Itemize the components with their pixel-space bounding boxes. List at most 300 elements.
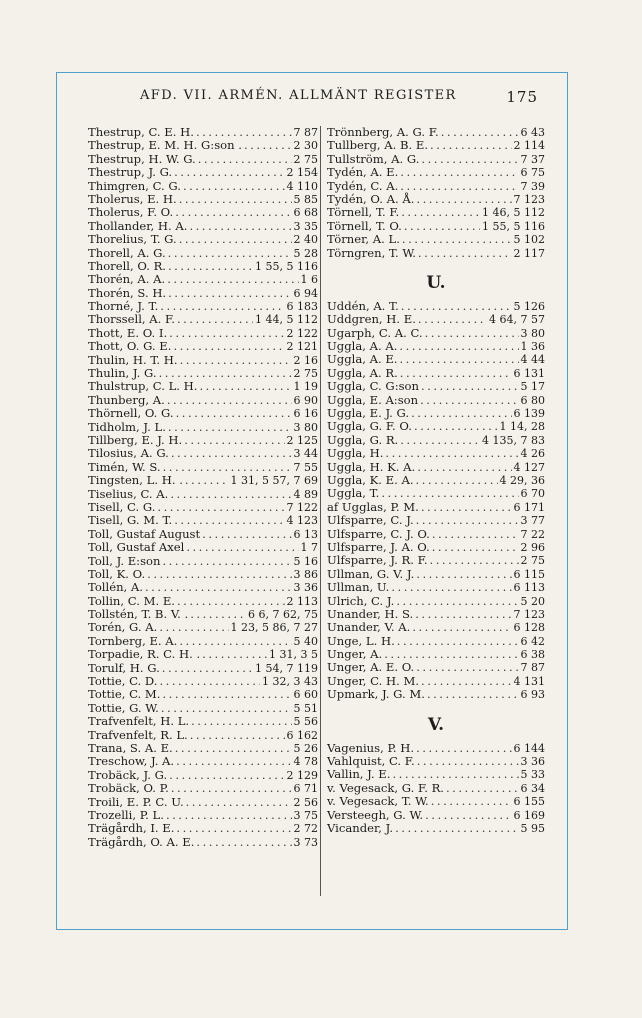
dot-leader — [411, 407, 511, 420]
dot-leader — [416, 474, 498, 487]
entry-name: Ulfsparre, C. J. O. — [327, 526, 430, 541]
index-entry — [327, 340, 545, 353]
dot-leader — [397, 635, 519, 648]
entry-name: Thunberg, A. — [88, 392, 165, 407]
dot-leader — [176, 822, 291, 835]
entry-reference: 3 80 — [293, 420, 318, 434]
entry-reference: 4 64, 7 57 — [489, 313, 545, 327]
entry-reference: 1 6 — [300, 273, 318, 287]
dot-leader — [168, 247, 292, 260]
index-entry — [88, 287, 318, 300]
entry-name: Törngren, T. W. — [327, 245, 416, 260]
index-entry — [327, 635, 545, 648]
index-entry — [88, 742, 318, 755]
dot-leader — [400, 434, 480, 447]
entry-reference: 6 128 — [513, 621, 545, 635]
entry-name: Thott, E. O. I. — [88, 325, 168, 340]
index-entry — [327, 528, 545, 541]
entry-name: Toll, J. E:son — [88, 553, 161, 568]
entry-reference: 6 144 — [513, 741, 545, 755]
dot-leader — [159, 621, 228, 634]
entry-reference: 6 139 — [513, 407, 545, 421]
entry-name: Uggla, E. J. G. — [327, 406, 410, 421]
entry-name: Trobäck, O. P. — [88, 781, 169, 796]
dot-leader — [189, 220, 291, 233]
dot-leader — [412, 621, 511, 634]
entry-reference: 5 56 — [293, 715, 318, 729]
entry-name: Uddén, A. T. — [327, 298, 399, 313]
entry-reference: 3 75 — [293, 808, 318, 822]
index-entry — [88, 595, 318, 608]
entry-name: Ulfsparre, J. R. F. — [327, 553, 428, 568]
index-entry — [327, 795, 545, 808]
dot-leader — [400, 367, 512, 380]
entry-name: Tollén, A. — [88, 580, 143, 595]
entry-reference: 6 70 — [520, 487, 545, 501]
entry-name: Thimgren, C. G. — [88, 178, 181, 193]
entry-reference: 7 55 — [293, 460, 318, 474]
entry-name: Toll, K. O. — [88, 566, 146, 581]
index-entry — [327, 809, 545, 822]
entry-name: Uggla, E. A:son — [327, 392, 419, 407]
entry-reference: 3 86 — [293, 567, 318, 581]
dot-leader — [168, 421, 292, 434]
entry-reference: 5 40 — [293, 634, 318, 648]
entry-reference: 6 155 — [513, 795, 545, 809]
dot-leader — [176, 407, 292, 420]
entry-name: Thestrup, E. M. H. G:son . — [88, 138, 242, 153]
entry-name: Unge, L. H. — [327, 633, 395, 648]
entry-name: Tidholm, J. L. — [88, 419, 166, 434]
dot-leader — [199, 380, 291, 393]
index-entry — [327, 193, 545, 206]
index-entry — [327, 166, 545, 179]
index-entry — [88, 702, 318, 715]
index-entry — [88, 461, 318, 474]
entry-reference: 4 127 — [513, 460, 545, 474]
entry-reference: 5 95 — [520, 821, 545, 835]
entry-name: Tingsten, L. H. . — [88, 473, 183, 488]
index-entry — [88, 488, 318, 501]
entry-name: Uggla, K. E. A. — [327, 472, 414, 487]
dot-leader — [430, 554, 519, 567]
dot-leader — [416, 742, 511, 755]
entry-reference: 6 71 — [293, 782, 318, 796]
dot-leader — [400, 180, 518, 193]
entry-name: Ulfsparre, J. A. O. — [327, 539, 430, 554]
dot-leader — [416, 514, 519, 527]
dot-leader — [432, 541, 519, 554]
entry-name: Uggla, H. K. A. — [327, 459, 416, 474]
entry-name: Thestrup, C. E. H. — [88, 125, 194, 139]
entry-name: Timén, W. S. — [88, 459, 161, 474]
entry-name: Tydén, C. A. — [327, 178, 399, 193]
index-entry — [88, 300, 318, 313]
entry-name: Tottie, G. W. — [88, 700, 159, 715]
index-entry — [88, 180, 318, 193]
entry-name: Tullberg, A. B. E. — [327, 138, 429, 153]
entry-name: Trafvenfelt, H. L. — [88, 714, 190, 729]
dot-leader — [416, 568, 511, 581]
entry-reference: 3 80 — [520, 326, 545, 340]
entry-name: Tholerus, E. H. — [88, 191, 177, 206]
entry-name: Uggla, G. R. — [327, 432, 399, 447]
index-entry — [327, 313, 545, 326]
entry-name: Vicander, J. — [327, 820, 394, 835]
entry-reference: 6 60 — [293, 688, 318, 702]
dot-leader — [418, 247, 512, 260]
entry-name: Tydén, A. E. — [327, 165, 399, 180]
index-entry — [88, 354, 318, 367]
dot-leader — [169, 769, 284, 782]
entry-reference: 1 55, 5 116 — [482, 219, 545, 233]
dot-leader — [421, 153, 518, 166]
dot-leader — [414, 420, 498, 433]
entry-reference: 4 29, 36 — [499, 473, 545, 487]
dot-leader — [191, 715, 291, 728]
entry-name: Thorell, O. R. — [88, 258, 166, 273]
index-entry — [327, 755, 545, 768]
entry-name: Thestrup, J. G. — [88, 165, 173, 180]
entry-name: Tisell, G. M. T. — [88, 513, 173, 528]
index-entry — [327, 407, 545, 420]
entry-name: Uddgren, H. E. — [327, 312, 416, 327]
index-entry — [88, 755, 318, 768]
index-entry — [88, 796, 318, 809]
entry-reference: 2 154 — [286, 166, 318, 180]
entry-name: v. Vegesack, G. F. R. — [327, 780, 444, 795]
entry-reference: 6 34 — [520, 781, 545, 795]
entry-name: Törnell, T. F. — [327, 205, 400, 220]
page-number: 175 — [506, 88, 538, 106]
entry-reference: 5 28 — [293, 246, 318, 260]
entry-name: Tullström, A. G. — [327, 151, 420, 166]
entry-reference: 5 17 — [520, 380, 545, 394]
entry-reference: 5 102 — [513, 233, 545, 247]
index-column-left — [88, 126, 318, 849]
entry-name: Uggla, T. — [327, 486, 380, 501]
dot-leader — [145, 581, 292, 594]
entry-name: Unger, C. H. M. — [327, 673, 420, 688]
dot-leader — [175, 206, 291, 219]
index-entry — [88, 836, 318, 849]
dot-leader — [441, 126, 519, 139]
entry-reference: 1 7 — [300, 541, 318, 555]
index-entry — [327, 380, 545, 393]
dot-leader — [186, 541, 298, 554]
dot-leader — [179, 233, 292, 246]
index-entry — [327, 353, 545, 366]
dot-leader — [179, 193, 292, 206]
entry-name: Törner, A. L. — [327, 232, 400, 247]
entry-reference: 4 78 — [293, 755, 318, 769]
dot-leader — [425, 809, 511, 822]
index-entry — [88, 313, 318, 326]
dot-leader — [420, 394, 518, 407]
index-entry — [327, 768, 545, 781]
index-entry — [327, 688, 545, 701]
dot-leader — [163, 461, 292, 474]
entry-reference: 3 77 — [520, 514, 545, 528]
index-entry — [327, 139, 545, 152]
dot-leader — [421, 380, 519, 393]
entry-name: Törnell, T. O. — [327, 218, 402, 233]
index-entry — [88, 327, 318, 340]
section-heading-u: U. — [426, 272, 446, 293]
entry-name: Thulstrup, C. L. H. — [88, 379, 198, 394]
entry-name: Thollander, H. A. — [88, 218, 188, 233]
entry-reference: 6 162 — [286, 728, 318, 742]
entry-reference: 6 93 — [520, 688, 545, 702]
index-column-right — [327, 126, 545, 835]
entry-reference: 7 37 — [520, 152, 545, 166]
index-entry — [88, 139, 318, 152]
entry-reference: 6 183 — [286, 300, 318, 314]
entry-reference: 6 115 — [513, 567, 545, 581]
entry-name: Tisell, C. G. — [88, 499, 156, 514]
entry-reference: 7 87 — [520, 661, 545, 675]
dot-leader — [162, 688, 291, 701]
index-entry — [88, 541, 318, 554]
dot-leader — [170, 488, 291, 501]
entry-name: Ullman, G. V. J. — [327, 566, 415, 581]
entry-reference: 2 16 — [293, 353, 318, 367]
entry-name: af Ugglas, P. M. — [327, 499, 419, 514]
dot-leader — [418, 313, 487, 326]
entry-reference: 6 131 — [513, 366, 545, 380]
index-entry — [327, 474, 545, 487]
index-entry — [88, 273, 318, 286]
entry-name: Uggla, A. A. — [327, 339, 398, 354]
dot-leader — [168, 260, 253, 273]
entry-name: Tornberg, E. A. — [88, 633, 178, 648]
dot-leader — [417, 755, 519, 768]
entry-reference: 5 51 — [293, 701, 318, 715]
dot-leader — [416, 193, 511, 206]
index-entry — [88, 635, 318, 648]
entry-reference: 4 110 — [286, 179, 318, 193]
entry-name: Thott, O. G. E. — [88, 339, 172, 354]
entry-reference: 7 39 — [520, 179, 545, 193]
index-entry — [88, 769, 318, 782]
entry-reference: 1 14, 28 — [499, 420, 545, 434]
entry-name: Vagenius, P. H. — [327, 740, 415, 755]
dot-leader — [391, 581, 511, 594]
entry-reference: 5 26 — [293, 741, 318, 755]
index-entry — [327, 742, 545, 755]
index-entry — [88, 367, 318, 380]
index-entry — [327, 434, 545, 447]
index-entry — [327, 180, 545, 193]
entry-reference: 2 30 — [293, 139, 318, 153]
dot-leader — [159, 675, 260, 688]
entry-name: Uggla, A. E. — [327, 352, 398, 367]
index-entry — [327, 782, 545, 795]
dot-leader — [183, 180, 285, 193]
entry-name: Uggla, H. — [327, 446, 384, 461]
entry-reference: 5 33 — [520, 768, 545, 782]
entry-reference: 3 44 — [293, 447, 318, 461]
dot-leader — [198, 153, 292, 166]
entry-reference: 2 72 — [293, 822, 318, 836]
entry-reference: 3 73 — [293, 835, 318, 849]
dot-leader — [395, 822, 518, 835]
entry-name: Torulf, H. G. — [88, 660, 160, 675]
entry-reference: 6 68 — [293, 206, 318, 220]
entry-name: Uggla, A. R. — [327, 365, 398, 380]
dot-leader — [179, 635, 291, 648]
entry-reference: 7 87 — [293, 126, 318, 139]
entry-name: Uggla, C. G:son — [327, 379, 419, 394]
dot-leader — [171, 782, 292, 795]
entry-name: v. Vegesack, T. W. — [327, 794, 429, 809]
index-group-t — [327, 126, 545, 260]
entry-reference: 5 85 — [293, 192, 318, 206]
entry-name: Ulfsparre, C. J. — [327, 513, 414, 528]
entry-name: Thestrup, H. W. G. — [88, 151, 196, 166]
dot-leader — [162, 555, 291, 568]
index-entry — [88, 153, 318, 166]
entry-reference: 6 94 — [293, 286, 318, 300]
index-entry — [88, 528, 318, 541]
entry-name: Tottie, C. D. — [88, 674, 158, 689]
index-entry — [88, 126, 318, 139]
entry-name: Tilosius, A. G. — [88, 446, 169, 461]
entry-name: Thorén, A. A. — [88, 272, 166, 287]
dot-leader — [176, 755, 291, 768]
index-entry — [327, 300, 545, 313]
entry-reference: 2 75 — [293, 367, 318, 381]
dot-leader — [431, 795, 512, 808]
section-heading-v: V. — [427, 714, 445, 735]
entry-reference: 6 113 — [513, 581, 545, 595]
entry-reference: 5 20 — [520, 594, 545, 608]
entry-reference: 2 125 — [286, 433, 318, 447]
index-entry — [88, 514, 318, 527]
index-entry — [88, 729, 318, 742]
index-entry — [327, 220, 545, 233]
entry-name: Trägårdh, I. E. — [88, 821, 175, 836]
index-entry — [88, 247, 318, 260]
index-entry — [88, 715, 318, 728]
dot-leader — [185, 474, 229, 487]
dot-leader — [196, 836, 291, 849]
entry-reference: 6 43 — [520, 126, 545, 139]
index-entry — [88, 340, 318, 353]
entry-reference: 6 90 — [293, 393, 318, 407]
dot-leader — [167, 394, 292, 407]
entry-name: Trafvenfelt, R. L. — [88, 727, 188, 742]
index-entry — [88, 555, 318, 568]
index-entry — [327, 581, 545, 594]
index-group-u — [327, 300, 545, 702]
index-entry — [327, 461, 545, 474]
entry-name: Torén, G. A. — [88, 620, 158, 635]
entry-reference: 6 13 — [293, 527, 318, 541]
dot-leader — [404, 220, 480, 233]
index-entry — [327, 675, 545, 688]
dot-leader — [180, 354, 292, 367]
entry-reference: 6 80 — [520, 393, 545, 407]
entry-reference: 6 75 — [520, 166, 545, 180]
entry-name: Ulrich, C. J. — [327, 593, 395, 608]
entry-reference: 3 35 — [293, 219, 318, 233]
entry-reference: 1 31, 5 57, 7 69 — [230, 474, 318, 488]
entry-reference: 1 23, 5 86, 7 27 — [230, 621, 318, 635]
dot-leader — [159, 367, 292, 380]
dot-leader — [196, 126, 292, 139]
entry-name: Unger, A. E. O. — [327, 660, 415, 675]
entry-name: Toll, Gustaf August — [88, 526, 201, 541]
entry-reference: 5 16 — [293, 554, 318, 568]
dot-leader — [416, 661, 518, 674]
dot-leader — [381, 487, 518, 500]
entry-name: Ugarph, C. A. C. — [327, 325, 423, 340]
entry-name: Thorelius, T. G. — [88, 232, 177, 247]
dot-leader — [421, 501, 512, 514]
dot-leader — [415, 608, 511, 621]
entry-name: Tollin, C. M. E. — [88, 593, 175, 608]
dot-leader — [168, 287, 291, 300]
entry-name: Troili, E. P. C. U. — [88, 794, 184, 809]
entry-name: Tholerus, F. O. — [88, 205, 174, 220]
entry-name: Unander, V. A. — [327, 620, 411, 635]
index-entry — [88, 233, 318, 246]
index-entry — [327, 621, 545, 634]
entry-reference: 2 96 — [520, 540, 545, 554]
dot-leader — [384, 648, 518, 661]
index-entry — [327, 595, 545, 608]
entry-reference: 6 38 — [520, 648, 545, 662]
entry-reference: 1 44, 5 112 — [255, 313, 318, 327]
dot-leader — [432, 528, 519, 541]
entry-reference: 5 126 — [513, 299, 545, 313]
entry-reference: 2 114 — [513, 139, 545, 153]
dot-leader — [157, 501, 284, 514]
dot-leader — [186, 796, 292, 809]
dot-leader — [162, 662, 253, 675]
index-entry — [327, 447, 545, 460]
entry-name: Uggla, G. F. O. — [327, 419, 412, 434]
dot-leader — [166, 809, 292, 822]
entry-reference: 6 16 — [293, 407, 318, 421]
dot-leader — [174, 166, 284, 179]
entry-name: Tollstén, T. B. V. . — [88, 607, 189, 622]
index-entry — [327, 501, 545, 514]
index-entry — [88, 394, 318, 407]
entry-reference: 1 46, 5 112 — [482, 206, 545, 220]
index-entry — [327, 554, 545, 567]
entry-reference: 4 131 — [513, 674, 545, 688]
entry-name: Ullman, U. — [327, 580, 390, 595]
index-entry — [88, 447, 318, 460]
entry-name: Vallin, J. E. — [327, 767, 391, 782]
index-entry — [327, 822, 545, 835]
index-entry — [88, 421, 318, 434]
entry-reference: 4 135, 7 83 — [482, 433, 545, 447]
entry-name: Tillberg, E. J. H. — [88, 432, 183, 447]
dot-leader — [202, 648, 267, 661]
entry-reference: 1 54, 7 119 — [255, 661, 318, 675]
index-entry — [327, 153, 545, 166]
entry-reference: 7 123 — [513, 607, 545, 621]
entry-name: Upmark, J. G. M. — [327, 687, 425, 702]
dot-leader — [184, 434, 284, 447]
entry-reference: 2 113 — [286, 594, 318, 608]
dot-leader — [446, 782, 519, 795]
index-entry — [327, 247, 545, 260]
index-entry — [88, 206, 318, 219]
